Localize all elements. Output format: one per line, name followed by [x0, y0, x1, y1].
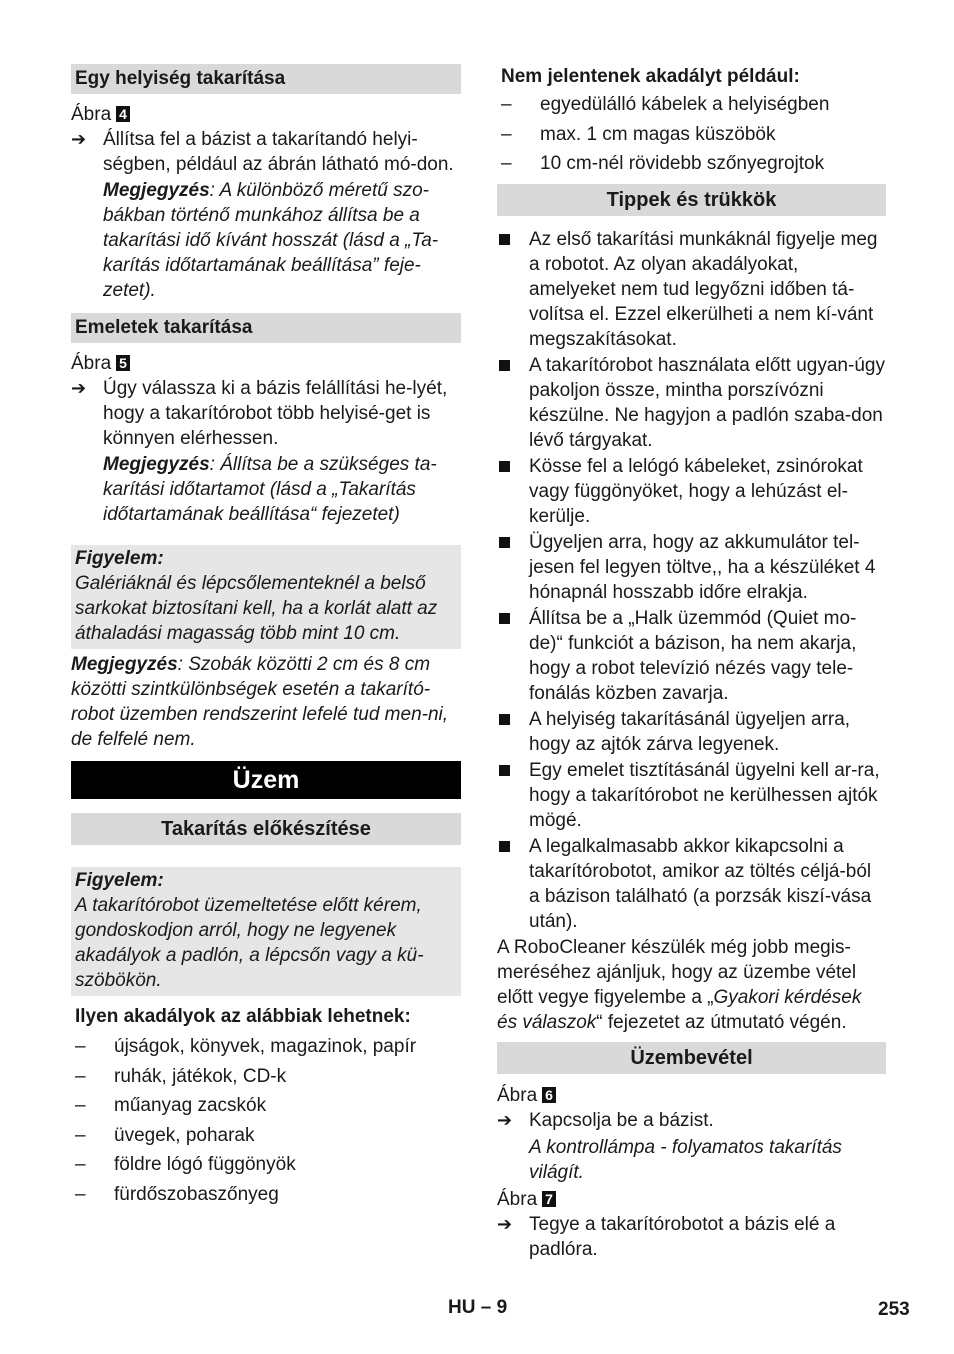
section-heading-single-room: Egy helyiség takarítása [71, 64, 461, 94]
dash-bullet: – [501, 153, 512, 174]
tip-item: Állítsa be a „Halk üzemmód (Quiet mo-de)“ funkciót a bázison, ha nem akarja, hogy a robot televízió nézés vagy tele-fonálás közben zavarja. [497, 606, 886, 706]
square-bullet-icon [499, 714, 510, 725]
dash-bullet: – [75, 1124, 86, 1146]
list-item: – fürdőszobaszőnyeg [71, 1180, 461, 1210]
square-bullet-icon [499, 234, 510, 245]
warning-text: Galériáknál és lépcsőlementeknél a belső sarkokat biztosítani kell, ha a korlát alatt az áthaladási magasság több mint 10 cm. [75, 573, 438, 644]
note-text: : A különböző méretű szo-bákban történő munkához állítsa be a takarítási idő kívánt hosszát (lásd a „Ta-karítás időtartamának beállítása” feje-zetet). [103, 180, 439, 301]
square-bullet-icon [499, 537, 510, 548]
tips-list [497, 227, 886, 934]
tip-item: Egy emelet tisztításánál ügyelni kell ar-ra, hogy a takarítórobot ne kerülhessen ajtók mögé. [497, 758, 886, 833]
figure-number-badge: 5 [116, 355, 130, 371]
note-label: Megjegyzés [71, 654, 178, 675]
tip-item: A helyiség takarításánál ügyeljen arra, hogy az ajtók zárva legyenek. [497, 707, 886, 757]
note-block [71, 452, 461, 527]
note-text: : Állítsa be a szükséges ta-karítási időtartamot (lásd a „Takarítás időtartamának beállítása“ fejezetet) [103, 454, 437, 525]
note-label: Megjegyzés [103, 180, 210, 201]
section-heading-floors: Emeletek takarítása [71, 313, 461, 343]
instruction-step [497, 1212, 886, 1262]
figure-label: Ábra [497, 1188, 538, 1210]
section-heading-startup: Üzembevétel [497, 1042, 886, 1074]
section-heading-tips: Tippek és trükkök [497, 184, 886, 216]
figure-ref-5 [71, 351, 461, 376]
figure-label: Ábra [71, 104, 112, 125]
arrow-right-icon: ➔ [71, 378, 87, 398]
figure-number-badge: 7 [542, 1191, 556, 1207]
square-bullet-icon [499, 461, 510, 472]
warning-box [71, 545, 461, 649]
dash-bullet: – [75, 1154, 86, 1175]
non-obstacles-list [497, 90, 886, 179]
dash-bullet: – [501, 94, 512, 115]
figure-ref-4 [71, 102, 461, 127]
dash-bullet: – [501, 123, 512, 145]
figure-label: Ábra [71, 353, 112, 374]
instruction-step [71, 127, 461, 177]
square-bullet-icon [499, 765, 510, 776]
left-column [71, 64, 461, 1209]
arrow-right-icon: ➔ [497, 1213, 513, 1234]
arrow-right-icon: ➔ [497, 1109, 513, 1130]
square-bullet-icon [499, 841, 510, 852]
right-column [497, 64, 886, 1262]
section-heading-preparation: Takarítás előkészítése [71, 813, 461, 845]
non-obstacles-heading: Nem jelentenek akadályt például: [501, 66, 800, 87]
list-item: – újságok, könyvek, magazinok, papír [71, 1032, 461, 1062]
tip-item: Kösse fel a lelógó kábeleket, zsinórokat vagy függönyöket, hogy a lehúzást el-kerülje. [497, 454, 886, 529]
figure-label: Ábra [497, 1084, 538, 1106]
list-item: – műanyag zacskók [71, 1091, 461, 1121]
dash-bullet: – [75, 1065, 86, 1087]
instruction-text: Kapcsolja be a bázist. [529, 1109, 714, 1131]
dash-bullet: – [75, 1036, 86, 1057]
chapter-title: Üzem [71, 761, 461, 799]
note-label: Megjegyzés [103, 454, 210, 475]
page-language-code: HU – 9 [448, 1297, 508, 1318]
list-item: – ruhák, játékok, CD-k [71, 1062, 461, 1092]
tip-item: A takarítórobot használata előtt ugyan-úgy pakoljon össze, mintha porszívózni készülne. Ne hagyjon a padlón szaba-don lévő tárgyakat. [497, 353, 886, 453]
step-result: A kontrollámpa - folyamatos takarítás világít. [529, 1136, 842, 1183]
square-bullet-icon [499, 360, 510, 371]
figure-ref-6 [497, 1083, 886, 1108]
note-block [71, 652, 461, 752]
note-block [71, 178, 461, 303]
figure-ref-7 [497, 1187, 886, 1212]
list-item: – max. 1 cm magas küszöbök [497, 120, 886, 150]
faq-chapter-reference: Gyakori kérdések és válaszok [497, 986, 862, 1033]
arrow-right-icon: ➔ [71, 129, 87, 149]
dash-bullet: – [75, 1095, 86, 1116]
list-item: – üvegek, poharak [71, 1121, 461, 1151]
instruction-step [71, 376, 461, 451]
warning-box [71, 867, 461, 996]
obstacles-list [71, 1032, 461, 1209]
tip-item: Ügyeljen arra, hogy az akkumulátor tel-jesen fel legyen töltve,, ha a készüléket 4 hónapnál hosszabb időre elrakja. [497, 530, 886, 605]
instruction-text: Tegye a takarítórobotot a bázis elé a padlóra. [529, 1213, 836, 1260]
obstacles-heading: Ilyen akadályok az alábbiak lehetnek: [75, 1006, 411, 1027]
warning-title: Figyelem: [75, 548, 164, 569]
list-item: – 10 cm-nél rövidebb szőnyegrojtok [497, 149, 886, 179]
dash-bullet: – [75, 1183, 86, 1205]
tip-item: A legalkalmasabb akkor kikapcsolni a takarítórobotot, amikor az töltés céljá-ból a bázison található (a porzsák kiszí-vása után). [497, 834, 886, 934]
list-item: – földre lógó függönyök [71, 1150, 461, 1180]
instruction-text: Úgy válassza ki a bázis felállítási he-lyét, hogy a takarítórobot több helyisé-get is könnyen elérhessen. [103, 378, 448, 449]
faq-reference-paragraph: A RoboCleaner készülék még jobb megis-meréséhez ajánljuk, hogy az üzembe vétel előtt vegye figyelembe a „Gyakori kérdések és válaszok“ fejezetet az útmutató végén. [497, 936, 862, 1033]
square-bullet-icon [499, 613, 510, 624]
note-text: : Szobák közötti 2 cm és 8 cm közötti szintkülönbségek esetén a takarító-robot üzemben rendszerint lefelé tud men-ni, de felfelé nem. [71, 654, 449, 750]
figure-number-badge: 6 [542, 1087, 556, 1103]
warning-title: Figyelem: [75, 870, 164, 891]
instruction-step [497, 1108, 886, 1133]
list-item: – egyedülálló kábelek a helyiségben [497, 90, 886, 120]
warning-text: A takarítórobot üzemeltetése előtt kérem, gondoskodjon arról, hogy ne legyenek akadályok a padlón, a lépcsőn vagy a kü-szöbökön. [75, 895, 424, 991]
instruction-text: Állítsa fel a bázist a takarítandó helyi-ségben, például az ábrán látható mó-don. [103, 129, 454, 175]
page-number: 253 [878, 1299, 910, 1320]
figure-number-badge: 4 [116, 106, 130, 122]
tip-item: Az első takarítási munkáknál figyelje meg a robotot. Az olyan akadályokat, amelyeket nem tud legyőzni időben tá-volítsa el. Ezzel elkerülheti a nem kí-vánt megszakításokat. [497, 227, 886, 352]
